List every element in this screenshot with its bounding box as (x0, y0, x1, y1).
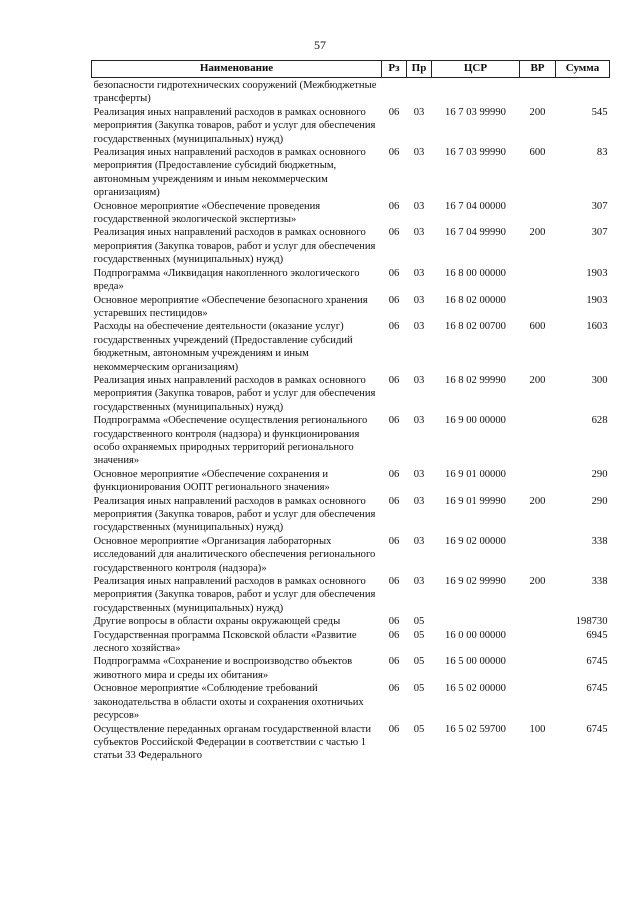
row-name: Реализация иных направлений расходов в рамках основного мероприятия (Закупка товаров, работ и услуг для обеспечения государственных (муниципальных) нужд) (93, 106, 376, 145)
table-row (92, 320, 610, 374)
row-rz: 06 (388, 616, 400, 628)
row-name: Подпрограмма «Ликвидация накопленного экологического вреда» (93, 267, 360, 293)
row-vr: 600 (529, 321, 546, 333)
row-name: Расходы на обеспечение деятельности (оказание услуг) государственных учреждений (Предоставление субсидий бюджетным, автономным учреждениям и иным некоммерческим организациям) (93, 321, 353, 373)
table-row (92, 535, 610, 575)
table-row (92, 495, 610, 535)
row-csr: 16 9 00 00000 (445, 415, 506, 427)
column-header-name: Наименование (92, 61, 382, 78)
table-row (92, 106, 610, 146)
row-pr: 03 (413, 227, 425, 239)
row-vr (520, 682, 556, 722)
row-vr: 200 (529, 106, 546, 118)
column-header-csr: ЦСР (432, 61, 520, 78)
row-sum: 1903 (586, 267, 608, 279)
row-name: Основное мероприятие «Обеспечение проведения государственной экологической экспертизы» (93, 200, 321, 226)
table-row (92, 78, 610, 106)
row-name: Подпрограмма «Сохранение и воспроизводство объектов животного мира и среды их обитания» (93, 656, 353, 681)
row-rz: 06 (388, 147, 400, 159)
row-vr (520, 655, 556, 682)
row-pr (407, 78, 432, 106)
row-sum (556, 78, 610, 106)
row-vr (520, 535, 556, 575)
budget-table (91, 60, 610, 763)
table-row (92, 200, 610, 227)
row-csr: 16 7 04 99990 (445, 227, 506, 239)
row-csr: 16 7 03 99990 (445, 106, 506, 118)
row-vr (520, 267, 556, 294)
row-pr: 03 (413, 147, 425, 159)
row-vr (520, 294, 556, 321)
row-csr: 16 7 03 99990 (445, 147, 506, 159)
row-pr: 03 (413, 106, 425, 118)
row-sum: 1603 (586, 321, 608, 333)
table-row (92, 575, 610, 615)
row-pr: 03 (413, 200, 425, 212)
row-name: Другие вопросы в области охраны окружающей среды (93, 616, 341, 628)
row-sum: 1903 (586, 294, 608, 306)
row-pr: 03 (413, 294, 425, 306)
row-sum: 198730 (575, 616, 608, 628)
row-pr: 03 (413, 267, 425, 279)
row-vr (520, 615, 556, 628)
row-csr: 16 7 04 00000 (445, 200, 506, 212)
row-vr: 200 (529, 576, 546, 588)
row-pr: 03 (413, 374, 425, 386)
table-row (92, 414, 610, 468)
row-csr: 16 9 01 00000 (445, 468, 506, 480)
row-sum: 628 (591, 415, 608, 427)
row-rz: 06 (388, 294, 400, 306)
row-sum: 300 (591, 374, 608, 386)
row-rz: 06 (388, 106, 400, 118)
table-row (92, 146, 610, 200)
row-csr: 16 5 00 00000 (445, 656, 506, 668)
row-name: Подпрограмма «Обеспечение осуществления регионального государственного контроля (надзора) и функционирования особо охраняемых природных территорий регионального значения» (93, 415, 368, 467)
row-csr: 16 8 02 99990 (445, 374, 506, 386)
row-rz: 06 (388, 535, 400, 547)
row-sum: 290 (591, 495, 608, 507)
row-name: Основное мероприятие «Обеспечение безопасного хранения устаревших пестицидов» (93, 294, 368, 319)
row-rz: 06 (388, 321, 400, 333)
row-sum: 338 (591, 576, 608, 588)
row-vr (520, 414, 556, 468)
row-pr: 05 (413, 616, 425, 628)
row-vr: 600 (529, 147, 546, 159)
row-csr (432, 615, 520, 628)
row-vr (520, 468, 556, 495)
table-row (92, 655, 610, 682)
table-header-row (92, 61, 610, 78)
row-name: Государственная программа Псковской области «Развитие лесного хозяйства» (93, 629, 357, 655)
row-rz: 06 (388, 723, 400, 735)
row-name: Основное мероприятие «Соблюдение требований законодательства в области охоты и сохранения охотничьих ресурсов» (93, 683, 364, 722)
row-sum: 338 (591, 535, 608, 547)
table-row (92, 267, 610, 294)
row-rz: 06 (388, 468, 400, 480)
row-pr: 03 (413, 535, 425, 547)
row-rz: 06 (388, 683, 400, 695)
row-name: Осуществление переданных органам государственной власти субъектов Российской Федерации в соответствии с частью 1 статьи 33 Федерального (93, 723, 372, 762)
row-csr: 16 8 00 00000 (445, 267, 506, 279)
row-sum: 6945 (586, 629, 608, 641)
row-csr: 16 5 02 00000 (445, 683, 506, 695)
row-csr: 16 8 02 00000 (445, 294, 506, 306)
row-vr: 200 (529, 495, 546, 507)
row-sum: 6745 (586, 723, 608, 735)
row-csr: 16 9 01 99990 (445, 495, 506, 507)
row-csr: 16 9 02 00000 (445, 535, 506, 547)
row-vr: 100 (529, 723, 546, 735)
column-header-pr: Пр (407, 61, 432, 78)
row-name: Реализация иных направлений расходов в рамках основного мероприятия (Предоставление субсидий бюджетным, автономным учреждениям и иным некоммерческим организациям) (93, 147, 366, 199)
row-pr: 03 (413, 415, 425, 427)
table-row (92, 226, 610, 266)
row-vr (520, 200, 556, 227)
row-rz: 06 (388, 374, 400, 386)
table-row (92, 682, 610, 722)
row-csr: 16 9 02 99990 (445, 576, 506, 588)
column-header-rz: Рз (382, 61, 407, 78)
table-row (92, 374, 610, 414)
row-name: Основное мероприятие «Обеспечение сохранения и функционирования ООПТ регионального значения» (93, 468, 330, 494)
row-rz: 06 (388, 200, 400, 212)
table-row (92, 294, 610, 321)
row-vr (520, 629, 556, 656)
row-rz: 06 (388, 656, 400, 668)
column-header-vr: ВР (520, 61, 556, 78)
row-pr: 03 (413, 321, 425, 333)
table-row (92, 468, 610, 495)
row-rz (382, 78, 407, 106)
row-csr: 16 5 02 59700 (445, 723, 506, 735)
row-pr: 03 (413, 495, 425, 507)
row-pr: 05 (413, 629, 425, 641)
row-name: Реализация иных направлений расходов в рамках основного мероприятия (Закупка товаров, работ и услуг для обеспечения государственных (муниципальных) нужд) (93, 576, 376, 614)
row-name: безопасности гидротехнических сооружений (Межбюджетные трансферты) (93, 80, 377, 105)
column-header-sum: Сумма (556, 61, 610, 78)
row-sum: 307 (591, 200, 608, 212)
row-sum: 307 (591, 227, 608, 239)
row-vr: 200 (529, 227, 546, 239)
row-rz: 06 (388, 415, 400, 427)
page-number: 57 (314, 38, 326, 52)
row-csr: 16 0 00 00000 (445, 629, 506, 641)
row-rz: 06 (388, 576, 400, 588)
row-name: Основное мероприятие «Организация лабораторных исследований для аналитического обеспечения регионального государственного контроля (надзора)» (93, 535, 376, 574)
row-sum: 6745 (586, 683, 608, 695)
row-rz: 06 (388, 267, 400, 279)
row-pr: 03 (413, 576, 425, 588)
row-pr: 05 (413, 723, 425, 735)
row-pr: 03 (413, 468, 425, 480)
row-sum: 6745 (586, 656, 608, 668)
row-rz: 06 (388, 227, 400, 239)
row-pr: 05 (413, 683, 425, 695)
row-vr: 200 (529, 374, 546, 386)
row-csr (432, 78, 520, 106)
row-vr (520, 78, 556, 106)
row-pr: 05 (413, 656, 425, 668)
row-rz: 06 (388, 629, 400, 641)
table-row (92, 615, 610, 628)
table-row (92, 629, 610, 656)
row-sum: 83 (596, 147, 608, 159)
row-sum: 545 (591, 106, 608, 118)
table-row (92, 723, 610, 763)
row-csr: 16 8 02 00700 (445, 321, 506, 333)
row-name: Реализация иных направлений расходов в рамках основного мероприятия (Закупка товаров, работ и услуг для обеспечения государственных (муниципальных) нужд) (93, 227, 376, 266)
row-sum: 290 (591, 468, 608, 480)
row-name: Реализация иных направлений расходов в рамках основного мероприятия (Закупка товаров, работ и услуг для обеспечения государственных (муниципальных) нужд) (93, 374, 376, 413)
row-name: Реализация иных направлений расходов в рамках основного мероприятия (Закупка товаров, работ и услуг для обеспечения государственных (муниципальных) нужд) (93, 495, 376, 534)
row-rz: 06 (388, 495, 400, 507)
